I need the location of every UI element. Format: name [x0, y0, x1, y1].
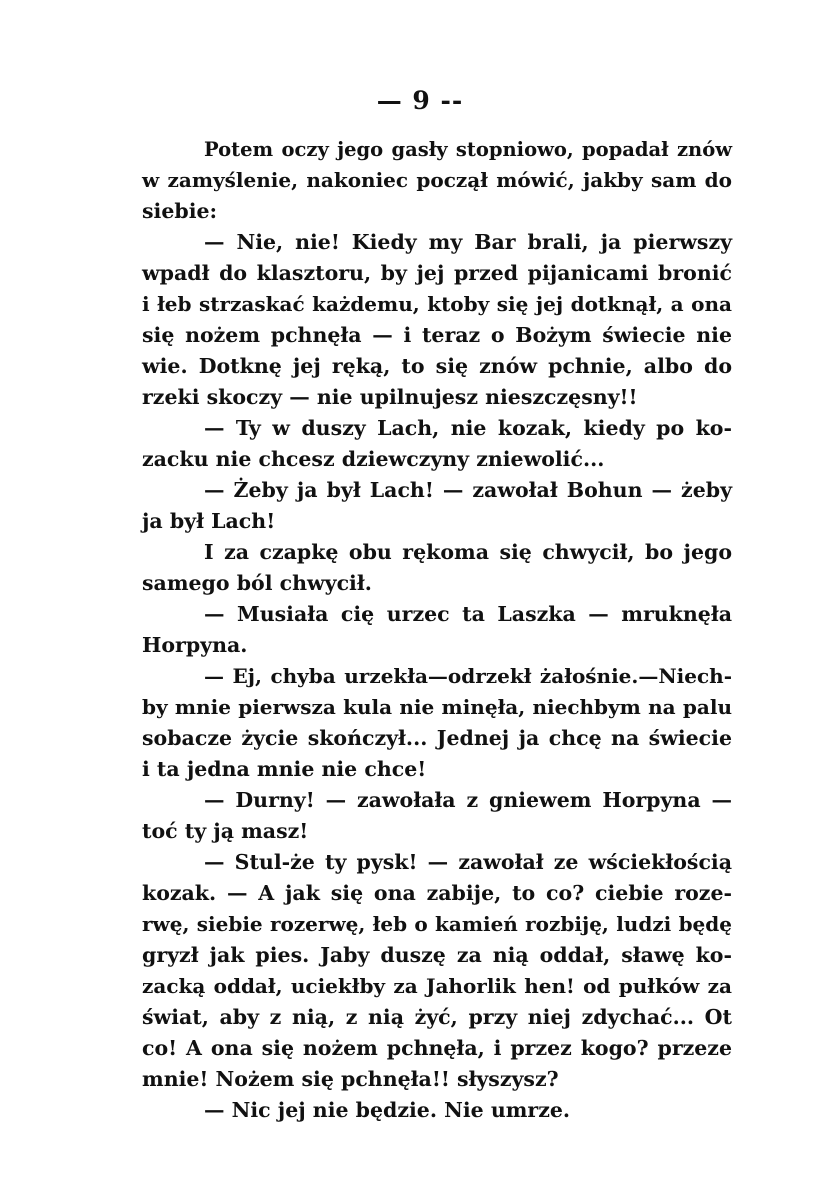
- text-line: — Ty w duszy Lach, nie kozak, kiedy po ko-: [204, 416, 732, 440]
- text-line: Horpyna.: [142, 633, 248, 657]
- text-line: I za czapkę obu rękoma się chwycił, bo jego: [204, 540, 732, 564]
- text-line: — Nic jej nie będzie. Nie umrze.: [204, 1098, 571, 1122]
- text-line: i łeb strzaskać każdemu, ktoby się jej dotknął, a ona: [142, 292, 732, 316]
- text-line: i ta jedna mnie nie chce!: [142, 757, 427, 781]
- text-line: zacku nie chcesz dziewczyny zniewolić...: [142, 447, 605, 471]
- text-line: w zamyślenie, nakoniec począł mówić, jakby sam do: [142, 168, 732, 192]
- text-line: co! A ona się nożem pchnęła, i przez kogo? przeze: [142, 1036, 732, 1060]
- text-line: — Durny! — zawołała z gniewem Horpyna —: [204, 788, 732, 812]
- body-text: [142, 134, 732, 1126]
- text-line: — Musiała cię urzec ta Laszka — mruknęła: [204, 602, 732, 626]
- text-line: się nożem pchnęła — i teraz o Bożym świecie nie: [142, 323, 732, 347]
- text-line: świat, aby z nią, z nią żyć, przy niej zdychać... Ot: [142, 1005, 732, 1029]
- text-line: toć ty ją masz!: [142, 819, 309, 843]
- text-line: wpadł do klasztoru, by jej przed pijanicami bronić: [142, 261, 732, 285]
- text-line: — Stul-że ty pysk! — zawołał ze wściekłością: [204, 850, 732, 874]
- text-line: rwę, siebie rozerwę, łeb o kamień rozbiję, ludzi będę: [142, 912, 732, 936]
- page-number: — 9 --: [376, 86, 464, 115]
- text-line: — Nie, nie! Kiedy my Bar brali, ja pierwszy: [204, 230, 732, 254]
- text-line: mnie! Nożem się pchnęła!! słyszysz?: [142, 1067, 559, 1091]
- text-line: — Żeby ja był Lach! — zawołał Bohun — żeby: [204, 478, 732, 502]
- text-line: ja był Lach!: [142, 509, 276, 533]
- text-line: — Ej, chyba urzekła—odrzekł żałośnie.—Niech-: [204, 664, 732, 688]
- text-line: gryzł jak pies. Jaby duszę za nią oddał, sławę ko-: [142, 943, 732, 967]
- text-line: sobacze życie skończył... Jednej ja chcę na świecie: [142, 726, 732, 750]
- text-line: Potem oczy jego gasły stopniowo, popadał znów: [204, 138, 732, 161]
- text-line: wie. Dotknę jej ręką, to się znów pchnie, albo do: [142, 354, 732, 378]
- text-line: samego ból chwycił.: [142, 571, 372, 595]
- text-line: rzeki skoczy — nie upilnujesz nieszczęsny!!: [142, 385, 638, 409]
- text-line: kozak. — A jak się ona zabije, to co? ciebie roze-: [142, 881, 732, 905]
- text-line: zacką oddał, uciekłby za Jahorlik hen! od pułków za: [142, 974, 732, 998]
- text-line: siebie:: [142, 199, 218, 223]
- text-line: by mnie pierwsza kula nie minęła, niechbym na palu: [142, 695, 732, 719]
